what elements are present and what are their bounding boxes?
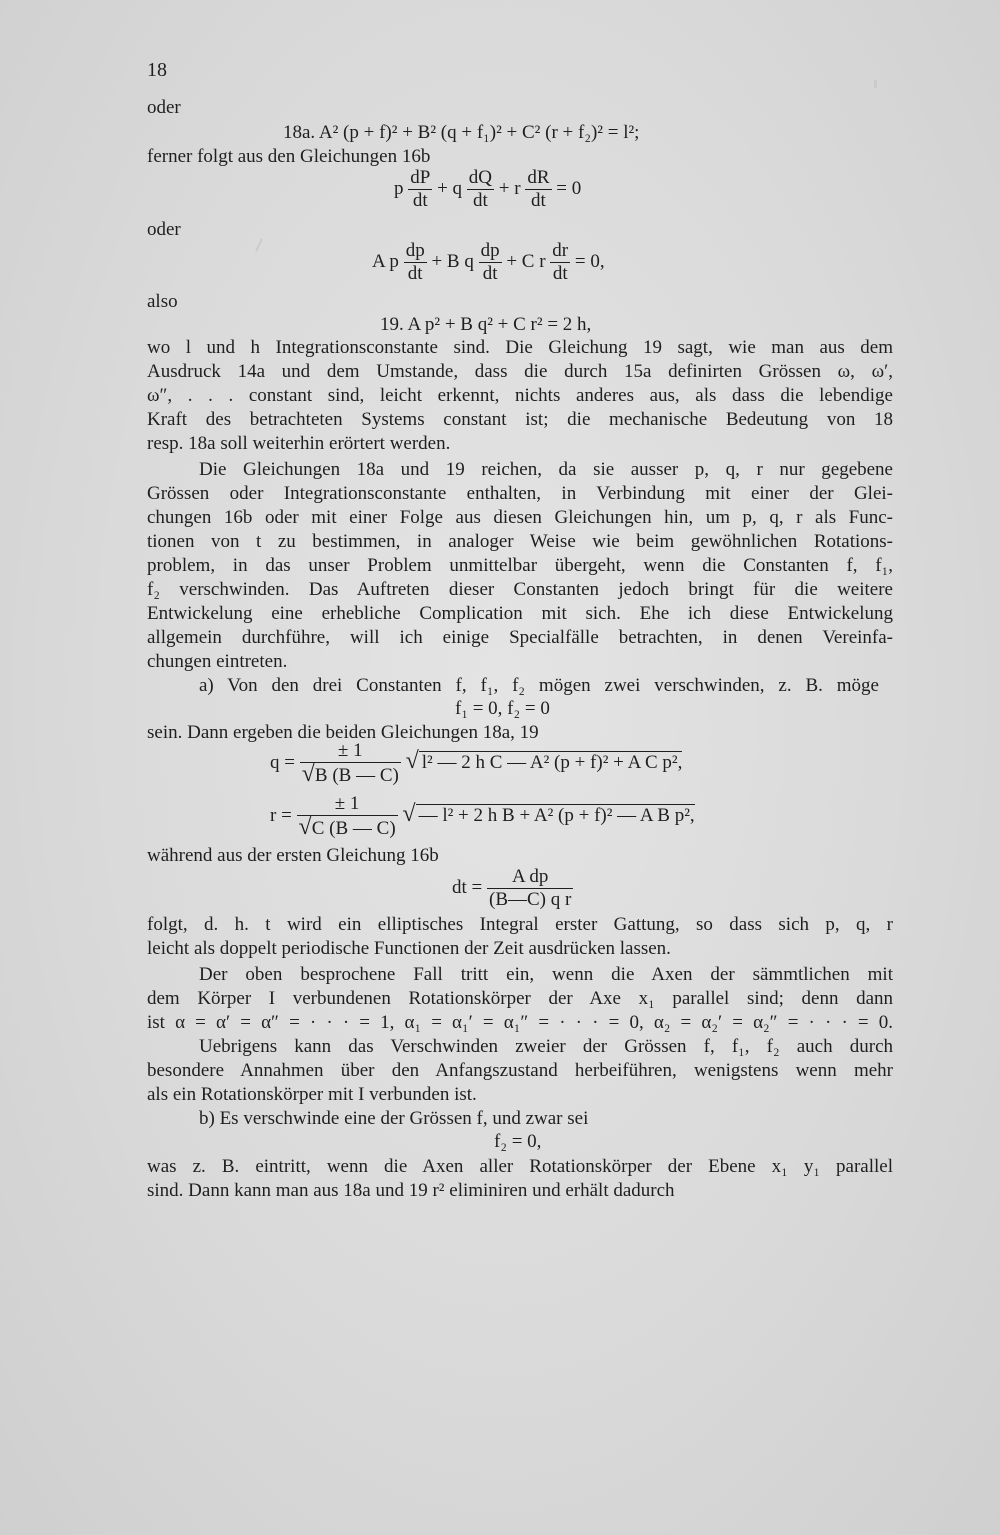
- fraction: [487, 866, 573, 911]
- text-line: was z. B. eintritt, wenn die Axen aller Rotationskörper der Ebene x₁ y₁ parallel: [147, 1156, 893, 1177]
- fraction-denominator: √B (B — C): [301, 761, 399, 787]
- fraction-numerator: dQ: [468, 167, 493, 188]
- text-line: sind. Dann kann man aus 18a und 19 r² eliminiren und erhält dadurch: [147, 1180, 675, 1201]
- text-line: f₂ verschwinden. Das Auftreten dieser Constanten jedoch bringt für die weitere: [147, 579, 893, 600]
- fraction-numerator: dp: [405, 240, 425, 261]
- text-line: resp. 18a soll weiterhin erörtert werden.: [147, 433, 451, 454]
- fraction-numerator: dr: [552, 240, 569, 261]
- text-line: sein. Dann ergeben die beiden Gleichungen 18a, 19: [147, 722, 539, 743]
- eq-lhs: dt =: [452, 876, 483, 898]
- text-line: chungen eintreten.: [147, 651, 288, 672]
- fraction-denominator: √C (B — C): [298, 814, 396, 840]
- eq-term: = 0: [556, 177, 582, 199]
- text-line: a) Von den drei Constanten f, f₁, f₂ mögen zwei verschwinden, z. B. möge: [199, 675, 879, 696]
- fraction: [300, 740, 401, 787]
- text-line: ω″, . . . constant sind, leicht erkennt, nichts anderes aus, als dass die lebendige: [147, 385, 893, 406]
- equation-19: 19. A p² + B q² + C r² = 2 h,: [380, 314, 592, 335]
- fraction-denominator: dt: [479, 262, 502, 285]
- text-line: tionen von t zu bestimmen, in analoger Weise wie beim gewöhnlichen Rotations-: [147, 531, 893, 552]
- text-line: dem Körper I verbundenen Rotationskörper der Axe x₁ parallel sind; denn dann: [147, 988, 893, 1009]
- equation-16b-derived: [394, 167, 581, 212]
- eq-term: A p: [372, 250, 399, 272]
- fraction-numerator: dP: [410, 167, 431, 188]
- text-line: Uebrigens kann das Verschwinden zweier der Grössen f, f₁, f₂ auch durch: [199, 1036, 893, 1057]
- fraction-denominator: dt: [550, 262, 570, 285]
- text-line: Ausdruck 14a und dem Umstande, dass die durch 15a definirten Grössen ω, ω′,: [147, 361, 893, 382]
- text-line: als ein Rotationskörper mit I verbunden ist.: [147, 1084, 477, 1105]
- eq-term: = 0,: [574, 250, 605, 272]
- text-line: chungen 16b oder mit einer Folge aus diesen Gleichungen hin, um p, q, r als Func-: [147, 507, 893, 528]
- fraction-numerator: dp: [480, 240, 500, 261]
- fraction-denominator: dt: [408, 189, 432, 212]
- text-line: oder: [147, 97, 181, 118]
- fraction: [479, 240, 502, 285]
- radicand: l² — 2 h C — A² (p + f)² + A C p²,: [419, 751, 683, 773]
- text-line: während aus der ersten Gleichung 16b: [147, 845, 439, 866]
- eq-term: + C r: [506, 250, 546, 272]
- denominator-radicand: B (B — C): [314, 765, 399, 786]
- fraction-denominator: dt: [404, 262, 427, 285]
- text-line: ferner folgt aus den Gleichungen 16b: [147, 146, 431, 167]
- fraction: [525, 167, 551, 212]
- eq-term: + r: [498, 177, 521, 199]
- text-line: allgemein durchführe, will ich einige Specialfälle betrachten, in denen Vereinfa-: [147, 627, 893, 648]
- condition-equation: f₂ = 0,: [494, 1131, 542, 1152]
- equation-r: r = $\frac{\pm 1}{√C (B — C)}$ √ — l² + 2 h B + A² (p + f)² — A B p²,: [270, 793, 695, 840]
- fraction-denominator: (B—C) q r: [489, 889, 572, 910]
- text-line: Die Gleichungen 18a und 19 reichen, da sie ausser p, q, r nur gegebene: [199, 459, 893, 480]
- fraction-numerator: ± 1: [334, 793, 360, 814]
- denominator-radicand: C (B — C): [311, 818, 396, 839]
- fraction: [297, 793, 398, 840]
- fraction: [408, 167, 432, 212]
- text-line: ist α = α′ = α″ = · · · = 1, α₁ = α₁′ = α₁″ = · · · = 0, α₂ = α₂′ = α₂″ = · · · = 0.: [147, 1012, 893, 1033]
- equation-18a: 18a. A² (p + f)² + B² (q + f₁)² + C² (r + f₂)² = l²;: [283, 122, 640, 143]
- text-line: problem, in das unser Problem unmittelbar übergeht, wenn die Constanten f, f₁,: [147, 555, 893, 576]
- text-line: b) Es verschwinde eine der Grössen f, und zwar sei: [199, 1108, 589, 1129]
- text-line: oder: [147, 219, 181, 240]
- paper-speck: [874, 80, 877, 88]
- condition-equation: f₁ = 0, f₂ = 0: [455, 698, 550, 719]
- fraction: [467, 167, 494, 212]
- eq-term: p: [394, 177, 404, 199]
- eq-term: + B q: [431, 250, 474, 272]
- text-line: Grössen oder Integrationsconstante enthalten, in Verbindung mit einer der Glei-: [147, 483, 893, 504]
- fraction-numerator: dR: [527, 167, 550, 188]
- fraction-denominator: dt: [467, 189, 494, 212]
- text-line: folgt, d. h. t wird ein elliptisches Integral erster Gattung, so dass sich p, q, r: [147, 914, 893, 935]
- equation-kinetic: [372, 240, 605, 285]
- eq-lhs: q =: [270, 751, 295, 773]
- text-line: Entwickelung eine erhebliche Complication mit sich. Ehe ich diese Entwickelung: [147, 603, 893, 624]
- text-line: leicht als doppelt periodische Functionen der Zeit ausdrücken lassen.: [147, 938, 671, 959]
- text-line: also: [147, 291, 178, 312]
- text-line: Der oben besprochene Fall tritt ein, wenn die Axen der sämmtlichen mit: [199, 964, 893, 985]
- fraction-numerator: A dp: [511, 866, 549, 887]
- eq-lhs: r =: [270, 804, 292, 826]
- fraction-numerator: ± 1: [337, 740, 363, 761]
- fraction: [550, 240, 570, 285]
- fraction: [404, 240, 427, 285]
- equation-q: q = $\frac{\pm 1}{√B (B — C)}$ √ l² — 2 h C — A² (p + f)² + A C p²,: [270, 740, 683, 787]
- text-line: wo l und h Integrationsconstante sind. Die Gleichung 19 sagt, wie man aus dem: [147, 337, 893, 358]
- eq-term: + q: [437, 177, 463, 199]
- page-number: 18: [147, 59, 167, 81]
- text-line: besondere Annahmen über den Anfangszustand herbeiführen, wenigstens wenn mehr: [147, 1060, 893, 1081]
- text-line: Kraft des betrachteten Systems constant ist; die mechanische Bedeutung von 18: [147, 409, 893, 430]
- equation-dt: [452, 866, 573, 911]
- radicand: — l² + 2 h B + A² (p + f)² — A B p²,: [416, 804, 695, 826]
- fraction-denominator: dt: [525, 189, 551, 212]
